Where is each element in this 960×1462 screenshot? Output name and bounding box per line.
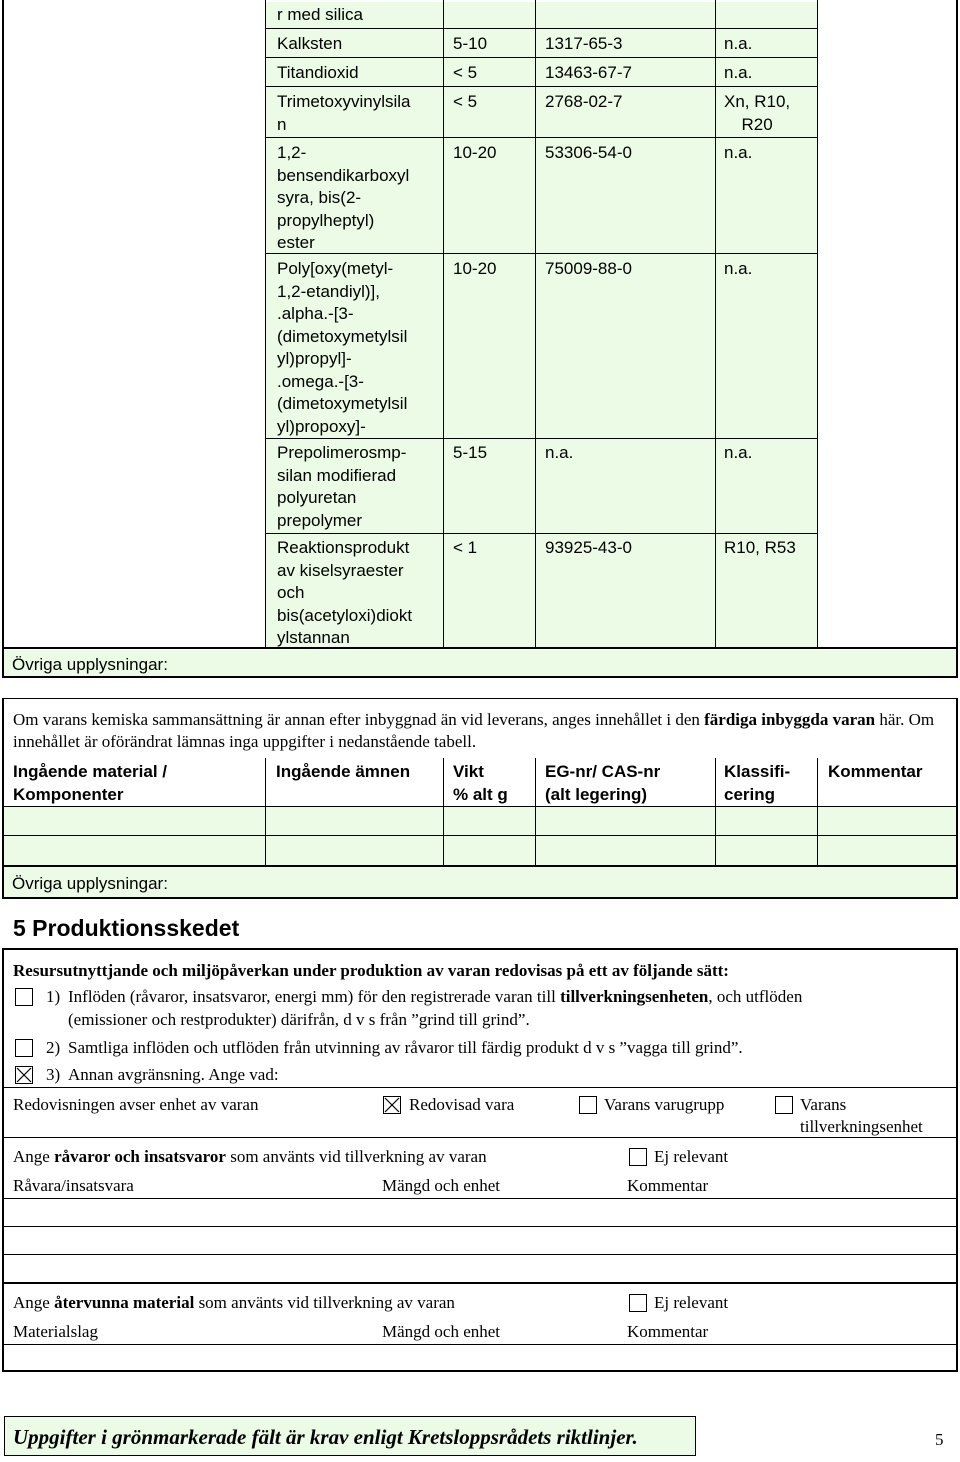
unit-option-label: Redovisad vara [409,1095,515,1114]
section-title: 5 Produktionsskedet [13,915,240,941]
component-name: Titandioxid [277,63,359,82]
component-weight: 5-15 [453,443,488,462]
component-name: r med silica [277,5,363,24]
component-name: Kalksten [277,34,343,53]
option-1-checkbox[interactable] [15,988,33,1006]
component-cas: 1317-65-3 [545,34,623,53]
component-classification: Xn, R10, R20 [724,92,791,134]
checkmark-x-icon [16,1067,32,1083]
component-cas: 53306-54-0 [545,143,632,162]
option-3-number: 3) [46,1065,61,1084]
component-weight: 5-10 [453,34,488,53]
component-classification: n.a. [724,34,753,53]
option-2-text: Samtliga inflöden och utflöden från utvinning av råvaror till färdig produkt d v s ”vagga till grind”. [68,1038,743,1057]
production-lead: Resursutnyttjande och miljöpåverkan under produktion av varan redovisas på ett av följande sätt: [13,961,729,980]
recycled-col-material: Materialslag [13,1322,98,1341]
option-1-text-line2: (emissioner och restprodukter) därifrån, d v s från ”grind till grind”. [68,1010,530,1029]
unit-option-checkbox[interactable] [383,1096,401,1114]
option-2-number: 2) [46,1038,61,1057]
header-comment: Kommentar [828,762,923,781]
component-weight: < 1 [453,538,478,557]
recycled-col-comment: Kommentar [627,1322,709,1341]
raw-materials-lead: Ange råvaror och insatsvaror som använts vid tillverkning av varan [13,1147,487,1166]
header-classification: Klassifi- cering [724,762,791,804]
built-in-intro: Om varans kemiska sammansättning är annan efter inbyggnad än vid leverans, anges innehållet i den färdiga inbyggda varan här. Om innehållet är oförändrat lämnas inga uppgifter i nedanstående tabell. [13,710,935,751]
component-weight: < 5 [453,92,478,111]
header-substance: Ingående ämnen [276,762,411,781]
component-cas: 75009-88-0 [545,259,632,278]
unit-option-checkbox[interactable] [579,1096,597,1114]
component-cas: n.a. [545,443,574,462]
component-classification: n.a. [724,259,753,278]
component-cas: 13463-67-7 [545,63,632,82]
component-classification: n.a. [724,443,753,462]
header-weight: Vikt % alt g [453,762,508,804]
other-info-label: Övriga upplysningar: [12,655,168,674]
unit-option-label: Varans varugrupp [604,1095,725,1114]
component-name: 1,2- bensendikarboxyl syra, bis(2- propylheptyl) ester [277,143,410,252]
footer-note: Uppgifter i grönmarkerade fält är krav enligt Kretsloppsrådets riktlinjer. [13,1425,638,1449]
unit-option-checkbox[interactable] [775,1096,793,1114]
component-classification: n.a. [724,63,753,82]
raw-col-amount: Mängd och enhet [382,1176,501,1195]
unit-label: Redovisningen avser enhet av varan [13,1095,259,1114]
raw-not-relevant-label: Ej relevant [654,1147,729,1166]
component-cas: 2768-02-7 [545,92,623,111]
recycled-lead: Ange återvunna material som använts vid tillverkning av varan [13,1293,455,1312]
recycled-not-relevant-checkbox[interactable] [629,1294,647,1312]
option-1-number: 1) [46,987,61,1006]
page-number: 5 [935,1430,944,1449]
recycled-col-amount: Mängd och enhet [382,1322,501,1341]
recycled-not-relevant-label: Ej relevant [654,1293,729,1312]
raw-col-comment: Kommentar [627,1176,709,1195]
header-material: Ingående material / Komponenter [13,762,167,804]
raw-col-material: Råvara/insatsvara [13,1176,134,1195]
component-weight: 10-20 [453,143,497,162]
component-name: Reaktionsprodukt av kiselsyraester och bis(acetyloxi)diokt ylstannan [277,538,413,647]
component-name: Poly[oxy(metyl- 1,2-etandiyl)], .alpha.-[3- (dimetoxymetylsil yl)propyl]- .omega.-[3- (dimetoxymetylsil yl)propoxy]- [277,259,408,436]
component-cas: 93925-43-0 [545,538,632,557]
option-3-text: Annan avgränsning. Ange vad: [68,1065,279,1084]
component-name: Trimetoxyvinylsila n [277,92,411,134]
component-classification: R10, R53 [724,538,796,557]
option-3-checkbox[interactable] [15,1066,33,1084]
option-2-checkbox[interactable] [15,1039,33,1057]
header-cas: EG-nr/ CAS-nr (alt legering) [545,762,661,804]
checkmark-x-icon [384,1097,400,1113]
other-info-label: Övriga upplysningar: [12,874,168,893]
component-classification: n.a. [724,143,753,162]
raw-not-relevant-checkbox[interactable] [629,1148,647,1166]
component-name: Prepolimerosmp- silan modifierad polyuretan prepolymer [277,443,407,530]
component-weight: < 5 [453,63,478,82]
component-weight: 10-20 [453,259,497,278]
unit-option-label: Varans tillverkningsenhet [800,1095,923,1136]
option-1-text: Inflöden (råvaror, insatsvaror, energi mm) för den registrerade varan till tillverkningsenheten, och utflöden [68,987,803,1006]
built-in-input-rows[interactable] [4,806,956,866]
